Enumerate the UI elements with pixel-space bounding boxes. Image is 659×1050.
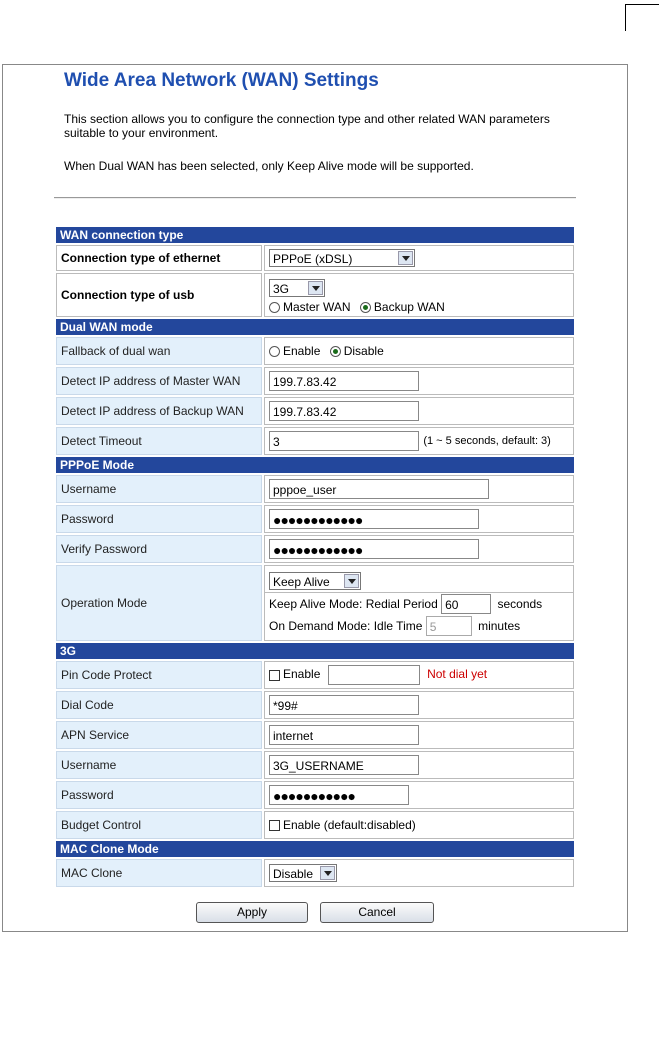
mac-clone-select[interactable] [269,864,337,882]
eth-type-value: PPPoE (xDSL) [273,252,353,266]
section-header-dual-wan: Dual WAN mode [56,319,574,335]
budget-label: Budget Control [56,811,262,839]
timeout-label: Detect Timeout [56,427,262,455]
mac-clone-label: MAC Clone [56,859,262,887]
backup-wan-radio[interactable] [360,302,371,313]
pppoe-password-label: Password [56,505,262,533]
chevron-down-icon [398,251,413,265]
divider [54,197,576,199]
eth-type-select[interactable] [269,249,415,267]
backup-ip-input[interactable]: 199.7.83.42 [269,401,419,421]
cancel-button[interactable]: Cancel [320,902,434,923]
pppoe-password-input[interactable]: ●●●●●●●●●●●● [269,509,479,529]
crop-mark [625,4,659,31]
fallback-enable-radio[interactable] [269,346,280,357]
fallback-label: Fallback of dual wan [56,337,262,365]
ondemand-input[interactable]: 5 [426,616,472,636]
dial-code-input[interactable]: *99# [269,695,419,715]
master-wan-radio[interactable] [269,302,280,313]
budget-enable-label: Enable (default:disabled) [283,818,416,832]
master-ip-label: Detect IP address of Master WAN [56,367,262,395]
section-header-pppoe: PPPoE Mode [56,457,574,473]
apn-input[interactable]: internet [269,725,419,745]
pin-label: Pin Code Protect [56,661,262,689]
pppoe-verify-input[interactable]: ●●●●●●●●●●●● [269,539,479,559]
g3-username-input[interactable]: 3G_USERNAME [269,755,419,775]
settings-table [54,225,576,889]
opmode-value: Keep Alive [273,575,330,590]
fallback-enable-label: Enable [283,344,321,358]
g3-password-input[interactable]: ●●●●●●●●●●● [269,785,409,805]
timeout-input[interactable]: 3 [269,431,419,451]
dual-wan-note: When Dual WAN has been selected, only Keep Alive mode will be supported. [64,159,474,173]
page-description-line2: suitable to your environment. [64,126,219,140]
g3-username-label: Username [56,751,262,779]
usb-type-label: Connection type of usb [56,273,262,317]
pppoe-username-input[interactable]: pppoe_user [269,479,489,499]
apply-button[interactable]: Apply [196,902,308,923]
chevron-down-icon [308,281,323,295]
page-title: Wide Area Network (WAN) Settings [64,70,379,91]
mac-clone-value: Disable [273,867,314,881]
master-ip-input[interactable]: 199.7.83.42 [269,371,419,391]
backup-ip-label: Detect IP address of Backup WAN [56,397,262,425]
pppoe-verify-label: Verify Password [56,535,262,563]
section-header-3g: 3G [56,643,574,659]
keepalive-input[interactable]: 60 [441,594,491,614]
timeout-hint: (1 ~ 5 seconds, default: 3) [423,435,551,448]
pin-enable-checkbox[interactable] [269,670,280,681]
budget-enable-checkbox[interactable] [269,820,280,831]
ondemand-label: On Demand Mode: Idle Time [269,618,423,633]
keepalive-unit: seconds [497,596,543,611]
page-description-line1: This section allows you to configure the connection type and other related WAN parameters [64,112,550,126]
chevron-down-icon [344,574,359,588]
opmode-select[interactable] [269,572,361,590]
ondemand-unit: minutes [478,618,521,633]
chevron-down-icon [320,866,335,880]
g3-password-label: Password [56,781,262,809]
opmode-label: Operation Mode [56,565,262,641]
pin-code-input[interactable] [328,665,420,685]
apn-label: APN Service [56,721,262,749]
pppoe-username-label: Username [56,475,262,503]
backup-wan-label: Backup WAN [373,299,445,314]
usb-type-value: 3G [273,281,290,296]
keepalive-label: Keep Alive Mode: Redial Period [269,596,438,611]
section-header-mac-clone: MAC Clone Mode [56,841,574,857]
usb-type-select[interactable] [269,279,325,297]
fallback-disable-label: Disable [343,344,384,358]
eth-type-label: Connection type of ethernet [56,245,262,271]
fallback-disable-radio[interactable] [330,346,341,357]
master-wan-label: Master WAN [283,299,351,314]
dial-code-label: Dial Code [56,691,262,719]
section-header-wan: WAN connection type [56,227,574,243]
pin-status: Not dial yet [427,667,488,682]
pin-enable-label: Enable [283,667,321,682]
